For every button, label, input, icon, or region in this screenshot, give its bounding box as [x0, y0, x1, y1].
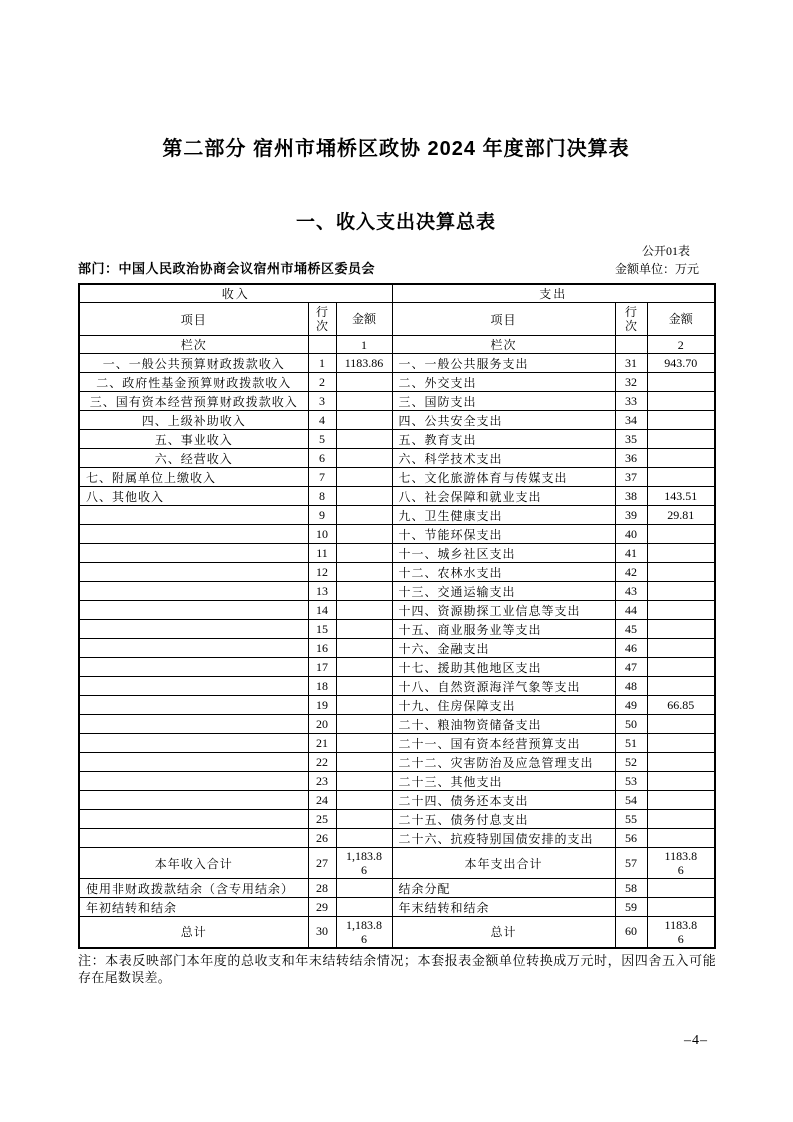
- expense-item-cell: 十六、金融支出: [392, 639, 615, 658]
- expense-item-col-header: 项目: [392, 303, 615, 336]
- expense-line-cell: 43: [615, 582, 647, 601]
- expense-line-cell: 35: [615, 430, 647, 449]
- table-row: [79, 449, 715, 468]
- expense-amount-cell: [647, 848, 715, 879]
- expense-line-cell: 44: [615, 601, 647, 620]
- expense-line-cell: 32: [615, 373, 647, 392]
- expense-line-cell: 60: [615, 917, 647, 948]
- expense-line-cell: 39: [615, 506, 647, 525]
- expense-amount-cell: [647, 430, 715, 449]
- expense-line-cell: 58: [615, 879, 647, 898]
- expense-item-cell: 二十六、抗疫特别国债安排的支出: [392, 829, 615, 848]
- table-row: [79, 373, 715, 392]
- table-row: [79, 917, 715, 948]
- expense-item-cell: 十五、商业服务业等支出: [392, 620, 615, 639]
- expense-amount-cell: 143.51: [647, 487, 715, 506]
- table-row: [79, 848, 715, 879]
- income-line-cell: 21: [308, 734, 336, 753]
- income-amount-cell: [336, 563, 392, 582]
- income-line-cell: 10: [308, 525, 336, 544]
- table-row: [79, 734, 715, 753]
- income-line-cell: 15: [308, 620, 336, 639]
- income-amount-cell: [336, 601, 392, 620]
- expense-amount-cell: [647, 468, 715, 487]
- expense-line-cell: 45: [615, 620, 647, 639]
- table-header: [79, 284, 715, 354]
- expense-line-cell: 34: [615, 411, 647, 430]
- expense-item-cell: 八、社会保障和就业支出: [392, 487, 615, 506]
- column-index-row: [79, 336, 715, 354]
- income-amount-cell: [336, 696, 392, 715]
- expense-item-cell: 二十三、其他支出: [392, 772, 615, 791]
- expense-amount-cell: [647, 829, 715, 848]
- expense-line-cell: 54: [615, 791, 647, 810]
- income-line-cell: 9: [308, 506, 336, 525]
- expense-line-col-header: [615, 303, 647, 336]
- expense-line-cell: 36: [615, 449, 647, 468]
- expense-amount-cell: [647, 791, 715, 810]
- unit-label: 金额单位：万元: [614, 262, 699, 276]
- income-item-cell: [79, 620, 308, 639]
- income-item-cell: 八、其他收入: [79, 487, 308, 506]
- expense-amount-cell: [647, 563, 715, 582]
- income-line-cell: 20: [308, 715, 336, 734]
- expense-amount-cell: 66.85: [647, 696, 715, 715]
- income-amount-cell: [336, 430, 392, 449]
- expense-amount-cell: [647, 677, 715, 696]
- income-line-cell: 11: [308, 544, 336, 563]
- expense-line-cell: 41: [615, 544, 647, 563]
- income-line-cell: 8: [308, 487, 336, 506]
- income-item-cell: [79, 563, 308, 582]
- income-item-cell: [79, 639, 308, 658]
- income-line-cell: 6: [308, 449, 336, 468]
- table-row: [79, 898, 715, 917]
- expense-line-cell: 47: [615, 658, 647, 677]
- expense-item-cell: 十九、住房保障支出: [392, 696, 615, 715]
- table-row: [79, 601, 715, 620]
- expense-amount-cell: [647, 601, 715, 620]
- expense-amount-cell: [647, 582, 715, 601]
- expense-item-cell: 总计: [392, 917, 615, 948]
- income-amount-cell: [336, 829, 392, 848]
- expense-amount-cell: [647, 917, 715, 948]
- expense-line-cell: 59: [615, 898, 647, 917]
- expense-col-index: 2: [647, 336, 715, 354]
- expense-amount-cell: [647, 373, 715, 392]
- income-amount-cell: 1183.86: [336, 354, 392, 373]
- income-item-cell: [79, 601, 308, 620]
- expense-line-cell: 53: [615, 772, 647, 791]
- expense-item-cell: 九、卫生健康支出: [392, 506, 615, 525]
- table-row: [79, 715, 715, 734]
- expense-item-cell: 十八、自然资源海洋气象等支出: [392, 677, 615, 696]
- expense-item-cell: 本年支出合计: [392, 848, 615, 879]
- income-amount-cell-value: 1,183.86: [346, 917, 383, 946]
- line-col-label: 行次: [316, 304, 329, 333]
- expense-amount-cell: [647, 879, 715, 898]
- expense-line-cell: 40: [615, 525, 647, 544]
- table-row: [79, 525, 715, 544]
- income-line-cell: 27: [308, 848, 336, 879]
- income-item-cell: 总计: [79, 917, 308, 948]
- table-code: 公开01表: [641, 244, 690, 258]
- expense-lanci-label: 栏次: [392, 336, 615, 354]
- income-item-cell: 七、附属单位上缴收入: [79, 468, 308, 487]
- expense-amount-col-header: 金额: [647, 303, 715, 336]
- expense-item-cell: 四、公共安全支出: [392, 411, 615, 430]
- expense-item-cell: 二十二、灾害防治及应急管理支出: [392, 753, 615, 772]
- page-title: 第二部分 宿州市埇桥区政协 2024 年度部门决算表: [162, 138, 630, 160]
- income-amount-cell: [336, 373, 392, 392]
- table-row: [79, 639, 715, 658]
- table-row: [79, 506, 715, 525]
- line-col-label: 行次: [625, 304, 638, 333]
- expense-line-cell: 46: [615, 639, 647, 658]
- income-amount-cell: [336, 677, 392, 696]
- income-amount-cell: [336, 772, 392, 791]
- expense-item-cell: 十、节能环保支出: [392, 525, 615, 544]
- income-amount-cell: [336, 639, 392, 658]
- income-amount-cell: [336, 392, 392, 411]
- expense-item-cell: 二十、粮油物资储备支出: [392, 715, 615, 734]
- expense-item-cell: 二、外交支出: [392, 373, 615, 392]
- table-row: [79, 582, 715, 601]
- income-item-cell: 使用非财政拨款结余（含专用结余）: [79, 879, 308, 898]
- table-section-row: [79, 284, 715, 303]
- income-line-cell: 2: [308, 373, 336, 392]
- expense-item-cell: 二十五、债务付息支出: [392, 810, 615, 829]
- budget-table: [78, 283, 716, 949]
- expense-amount-cell-value: 1183.86: [664, 917, 698, 946]
- table-row: [79, 544, 715, 563]
- income-col-index: 1: [336, 336, 392, 354]
- income-line-cell: 30: [308, 917, 336, 948]
- expense-amount-cell: [647, 753, 715, 772]
- page-number: –4–: [684, 1033, 708, 1048]
- income-amount-cell: [336, 715, 392, 734]
- expense-amount-cell: [647, 639, 715, 658]
- footnote: 注：本表反映部门本年度的总收支和年末结转结余情况；本套报表金额单位转换成万元时，因四舍五入可能存在尾数误差。: [78, 952, 716, 985]
- income-line-cell: 7: [308, 468, 336, 487]
- income-item-cell: [79, 791, 308, 810]
- income-line-cell: 13: [308, 582, 336, 601]
- income-item-cell: [79, 582, 308, 601]
- expense-line-cell: 55: [615, 810, 647, 829]
- income-item-cell: [79, 734, 308, 753]
- expense-item-cell: 二十一、国有资本经营预算支出: [392, 734, 615, 753]
- expense-line-cell: 48: [615, 677, 647, 696]
- income-item-cell: [79, 544, 308, 563]
- income-amount-cell: [336, 734, 392, 753]
- income-item-cell: 年初结转和结余: [79, 898, 308, 917]
- income-amount-cell: [336, 582, 392, 601]
- table-row: [79, 696, 715, 715]
- expense-amount-cell: [647, 449, 715, 468]
- expense-line-cell: 56: [615, 829, 647, 848]
- income-line-cell: 14: [308, 601, 336, 620]
- expense-amount-cell: [647, 810, 715, 829]
- income-item-cell: [79, 677, 308, 696]
- income-item-cell: [79, 696, 308, 715]
- income-line-cell: 16: [308, 639, 336, 658]
- income-amount-col-header: 金额: [336, 303, 392, 336]
- income-item-cell: [79, 506, 308, 525]
- income-item-cell: 六、经营收入: [79, 449, 308, 468]
- table-row: [79, 354, 715, 373]
- expense-amount-cell: [647, 658, 715, 677]
- income-amount-cell: [336, 658, 392, 677]
- expense-amount-cell-value: 1183.86: [664, 849, 698, 877]
- expense-item-cell: 年末结转和结余: [392, 898, 615, 917]
- table-meta-row: [78, 260, 714, 277]
- expense-line-cell: 52: [615, 753, 647, 772]
- income-amount-cell: [336, 525, 392, 544]
- table-row: [79, 411, 715, 430]
- income-amount-cell: [336, 791, 392, 810]
- income-line-cell: 24: [308, 791, 336, 810]
- income-line-cell: 25: [308, 810, 336, 829]
- income-line-cell: 19: [308, 696, 336, 715]
- expense-item-cell: 六、科学技术支出: [392, 449, 615, 468]
- table-row: [79, 563, 715, 582]
- table-row: [79, 468, 715, 487]
- content-area: [78, 0, 714, 986]
- expense-amount-cell: [647, 734, 715, 753]
- expense-line-cell: 33: [615, 392, 647, 411]
- income-line-col-header: [308, 303, 336, 336]
- table-row: [79, 879, 715, 898]
- expense-line-cell: 42: [615, 563, 647, 582]
- income-amount-cell: [336, 506, 392, 525]
- income-item-cell: 四、上级补助收入: [79, 411, 308, 430]
- income-amount-cell: [336, 848, 392, 879]
- department-line: 部门：中国人民政治协商会议宿州市埇桥区委员会: [78, 261, 376, 276]
- expense-line-cell: 57: [615, 848, 647, 879]
- expense-line-cell: 50: [615, 715, 647, 734]
- expense-amount-cell: [647, 411, 715, 430]
- expense-item-cell: 十三、交通运输支出: [392, 582, 615, 601]
- table-row: [79, 487, 715, 506]
- income-item-cell: 本年收入合计: [79, 848, 308, 879]
- income-amount-cell: [336, 753, 392, 772]
- expense-item-cell: 十二、农林水支出: [392, 563, 615, 582]
- expense-item-cell: 十四、资源勘探工业信息等支出: [392, 601, 615, 620]
- income-amount-cell: [336, 810, 392, 829]
- income-amount-cell: [336, 879, 392, 898]
- table-row: [79, 791, 715, 810]
- expense-amount-cell: 943.70: [647, 354, 715, 373]
- income-amount-cell: [336, 544, 392, 563]
- table-body: [79, 354, 715, 948]
- expense-line-cell: 51: [615, 734, 647, 753]
- income-line-cell: 23: [308, 772, 336, 791]
- expense-item-cell: 七、文化旅游体育与传媒支出: [392, 468, 615, 487]
- expense-item-cell: 三、国防支出: [392, 392, 615, 411]
- table-row: [79, 430, 715, 449]
- section-subtitle: 一、收入支出决算总表: [295, 212, 496, 233]
- income-amount-cell-value: 1,183.86: [346, 849, 383, 877]
- expense-amount-cell: [647, 715, 715, 734]
- expense-lanci-line-cell: [615, 336, 647, 354]
- income-item-col-header: 项目: [79, 303, 308, 336]
- income-line-cell: 18: [308, 677, 336, 696]
- income-line-cell: 4: [308, 411, 336, 430]
- income-item-cell: 二、政府性基金预算财政拨款收入: [79, 373, 308, 392]
- income-item-cell: [79, 658, 308, 677]
- income-lanci-label: 栏次: [79, 336, 308, 354]
- table-row: [79, 772, 715, 791]
- income-section-header: 收入: [79, 284, 392, 303]
- income-amount-cell: [336, 917, 392, 948]
- income-amount-cell: [336, 487, 392, 506]
- income-line-cell: 3: [308, 392, 336, 411]
- income-line-cell: 29: [308, 898, 336, 917]
- table-row: [79, 810, 715, 829]
- income-item-cell: 一、一般公共预算财政拨款收入: [79, 354, 308, 373]
- expense-section-header: 支出: [392, 284, 715, 303]
- income-amount-cell: [336, 468, 392, 487]
- income-amount-cell: [336, 449, 392, 468]
- income-item-cell: [79, 715, 308, 734]
- income-lanci-line-cell: [308, 336, 336, 354]
- table-row: [79, 658, 715, 677]
- income-item-cell: 五、事业收入: [79, 430, 308, 449]
- expense-line-cell: 38: [615, 487, 647, 506]
- income-item-cell: [79, 810, 308, 829]
- expense-item-cell: 一、一般公共服务支出: [392, 354, 615, 373]
- table-row: [79, 753, 715, 772]
- table-row: [79, 677, 715, 696]
- expense-amount-cell: [647, 772, 715, 791]
- income-amount-cell: [336, 411, 392, 430]
- income-line-cell: 12: [308, 563, 336, 582]
- expense-line-cell: 31: [615, 354, 647, 373]
- income-line-cell: 28: [308, 879, 336, 898]
- table-row: [79, 829, 715, 848]
- income-line-cell: 26: [308, 829, 336, 848]
- expense-amount-cell: 29.81: [647, 506, 715, 525]
- expense-amount-cell: [647, 620, 715, 639]
- income-item-cell: [79, 525, 308, 544]
- table-row: [79, 392, 715, 411]
- income-line-cell: 22: [308, 753, 336, 772]
- expense-line-cell: 49: [615, 696, 647, 715]
- expense-amount-cell: [647, 392, 715, 411]
- expense-item-cell: 五、教育支出: [392, 430, 615, 449]
- income-item-cell: [79, 829, 308, 848]
- expense-item-cell: 二十四、债务还本支出: [392, 791, 615, 810]
- income-line-cell: 17: [308, 658, 336, 677]
- income-item-cell: [79, 772, 308, 791]
- column-header-row: [79, 303, 715, 336]
- income-item-cell: 三、国有资本经营预算财政拨款收入: [79, 392, 308, 411]
- expense-amount-cell: [647, 525, 715, 544]
- income-line-cell: 5: [308, 430, 336, 449]
- income-amount-cell: [336, 898, 392, 917]
- income-line-cell: 1: [308, 354, 336, 373]
- expense-amount-cell: [647, 544, 715, 563]
- income-item-cell: [79, 753, 308, 772]
- expense-amount-cell: [647, 898, 715, 917]
- table-row: [79, 620, 715, 639]
- income-amount-cell: [336, 620, 392, 639]
- expense-line-cell: 37: [615, 468, 647, 487]
- expense-item-cell: 十一、城乡社区支出: [392, 544, 615, 563]
- expense-item-cell: 十七、援助其他地区支出: [392, 658, 615, 677]
- expense-item-cell: 结余分配: [392, 879, 615, 898]
